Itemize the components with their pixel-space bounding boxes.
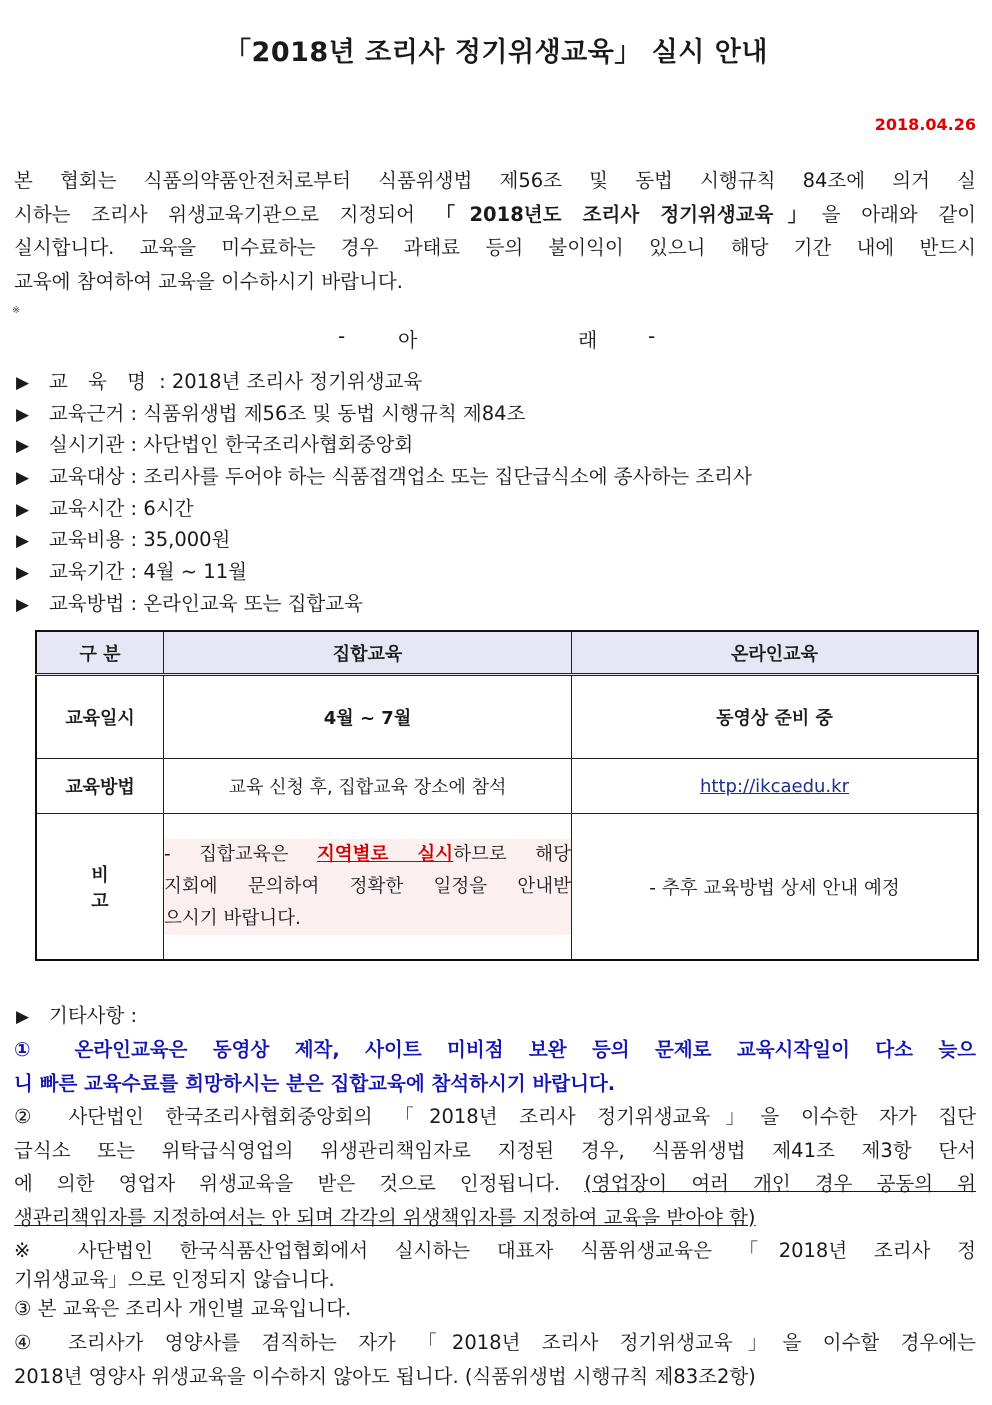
intro-line: 실시합니다. 교육을 미수료하는 경우 과태료 등의 불이익이 있으니 해당 기간 내에 반드시: [14, 236, 976, 259]
list-item: [16, 429, 752, 461]
list-item: [16, 398, 752, 430]
item-label: 교육대상: [49, 465, 125, 489]
group-cell: 4월 ~ 7월: [164, 675, 572, 759]
course-info-list: [16, 366, 752, 620]
right-triangle-bullet-icon: ▶: [16, 436, 30, 457]
item-colon: :: [124, 591, 144, 615]
note-highlight: 지역별로 실시: [316, 843, 454, 865]
list-item: [16, 556, 752, 588]
etc-heading-text: 기타사항 :: [49, 1004, 138, 1027]
note-line: [164, 839, 571, 871]
item-colon: :: [124, 465, 144, 489]
online-cell: 동영상 준비 중: [572, 675, 979, 759]
list-item: [16, 588, 752, 620]
intro-course-name: 「2018년도 조리사 정기위생교육」: [435, 202, 822, 226]
list-item: [16, 461, 752, 493]
item-label: 교육근거: [49, 401, 125, 425]
right-triangle-bullet-icon: ▶: [16, 468, 30, 489]
row-label: 비 고: [36, 814, 164, 961]
group-note-cell: [164, 814, 572, 961]
intro-line: 본 협회는 식품의약품안전처로부터 식품위생법 제56조 및 동법 시행규칙 84조에 의거 실: [14, 169, 976, 192]
item-colon: :: [124, 496, 144, 520]
etc-note-3: [14, 1292, 976, 1326]
right-triangle-bullet-icon: ▶: [16, 1007, 30, 1027]
separator-word: 래: [578, 328, 598, 352]
separator-dash: -: [338, 324, 346, 348]
group-cell: 교육 신청 후, 집합교육 장소에 참석: [164, 759, 572, 814]
note-line: ※ 사단법인 한국식품산업협회에서 실시하는 대표자 식품위생교육은 「2018년 조리사 정: [14, 1239, 976, 1262]
below-separator: [0, 320, 992, 354]
note-text: 하므로 해당: [453, 843, 571, 865]
item-value: 4월 ~ 11월: [143, 560, 247, 584]
item-label: 실시기관: [49, 433, 125, 457]
etc-note-2: [14, 1100, 976, 1234]
row-label: 교육일시: [36, 675, 164, 759]
item-label: 교육방법: [49, 591, 125, 615]
note-text: 에 의한 영업자 위생교육을 받은 것으로 인정됩니다.: [14, 1172, 585, 1195]
list-item: [16, 493, 752, 525]
right-triangle-bullet-icon: ▶: [16, 563, 30, 584]
item-label: 교육시간: [49, 496, 125, 520]
etc-heading: [16, 1000, 137, 1028]
issue-date: 2018.04.26: [874, 115, 976, 134]
table-row: [36, 759, 978, 814]
item-value: 온라인교육 또는 집합교육: [143, 591, 363, 615]
item-label: 교육기간: [49, 560, 125, 584]
list-item: [16, 524, 752, 556]
item-value: 2018년 조리사 정기위생교육: [171, 370, 423, 393]
intro-line: [14, 198, 976, 232]
right-triangle-bullet-icon: ▶: [16, 499, 30, 520]
column-header: 구 분: [36, 631, 164, 675]
right-triangle-bullet-icon: ▶: [16, 404, 30, 425]
note-line: [14, 1167, 976, 1201]
note-line: 급식소 또는 위탁급식영업의 위생관리책임자로 지정된 경우, 식품위생법 제41조 제3항 단서: [14, 1138, 976, 1162]
table-header-row: [36, 631, 978, 675]
note-underlined: (영업장이 여러 개인 경우 공동의 위: [584, 1172, 976, 1195]
item-colon: :: [124, 401, 144, 425]
item-colon: :: [124, 433, 144, 457]
intro-paragraph: [14, 164, 976, 298]
reference-mark: ※: [12, 305, 21, 316]
column-header: 온라인교육: [572, 631, 979, 675]
note-line: 으시기 바랍니다.: [164, 903, 571, 935]
item-label: 교 육 명: [49, 370, 153, 393]
note-line: 지회에 문의하여 정확한 일정을 안내받: [164, 871, 571, 903]
item-value: 6시간: [143, 496, 194, 520]
column-header: 집합교육: [164, 631, 572, 675]
note-line: 생관리책임자를 지정하여서는 안 되며 각각의 위생책임자를 지정하여 교육을 받아야 함): [14, 1205, 756, 1229]
separator-word: 아: [398, 328, 418, 352]
item-value: 사단법인 한국조리사협회중앙회: [143, 433, 414, 457]
item-label: 교육비용: [49, 528, 125, 552]
intro-text: 시하는 조리사 위생교육기관으로 지정되어: [14, 202, 436, 226]
intro-line: 교육에 참여하여 교육을 이수하시기 바랍니다.: [14, 269, 403, 293]
online-course-link[interactable]: http://ikcaedu.kr: [700, 775, 849, 797]
note-line: 니 빠른 교육수료를 희망하시는 분은 집합교육에 참석하시기 바랍니다.: [14, 1071, 616, 1095]
right-triangle-bullet-icon: ▶: [16, 373, 30, 393]
item-colon: :: [152, 370, 172, 393]
note-line: 기위생교육」으로 인정되지 않습니다.: [14, 1268, 335, 1291]
right-triangle-bullet-icon: ▶: [16, 531, 30, 552]
intro-text: 을 아래와 같이: [821, 202, 976, 226]
etc-note-4: [14, 1326, 976, 1393]
note-line: ④ 조리사가 영양사를 겸직하는 자가 「2018년 조리사 정기위생교육」을 이수할 경우에는: [14, 1331, 976, 1354]
item-value: 식품위생법 제56조 및 동법 시행규칙 제84조: [143, 401, 526, 425]
note-line: ③ 본 교육은 조리사 개인별 교육입니다.: [14, 1297, 352, 1320]
list-item: [16, 366, 752, 398]
item-colon: :: [124, 560, 144, 584]
note-line: ② 사단법인 한국조리사협회중앙회의 「2018년 조리사 정기위생교육」을 이수한 자가 집단: [14, 1105, 976, 1128]
item-value: 조리사를 두어야 하는 식품접객업소 또는 집단급식소에 종사하는 조리사: [143, 465, 752, 489]
right-triangle-bullet-icon: ▶: [16, 594, 30, 615]
document-title: 「2018년 조리사 정기위생교육」 실시 안내: [224, 37, 768, 68]
note-line: ① 온라인교육은 동영상 제작, 사이트 미비점 보완 등의 문제로 교육시작일이 다소 늦으: [14, 1038, 976, 1061]
table-row: [36, 675, 978, 759]
note-text: - 집합교육은: [164, 843, 317, 865]
separator-dash: -: [648, 324, 656, 348]
row-label: 교육방법: [36, 759, 164, 814]
online-cell: [572, 759, 979, 814]
item-colon: :: [124, 528, 144, 552]
table-row: [36, 814, 978, 961]
note-line: 2018년 영양사 위생교육을 이수하지 않아도 됩니다. (식품위생법 시행규칙 제83조2항): [14, 1364, 756, 1388]
etc-note-1: [14, 1033, 976, 1100]
etc-note-2-sub: [14, 1236, 976, 1294]
schedule-table: [35, 630, 979, 961]
item-value: 35,000원: [143, 528, 231, 552]
online-note-cell: - 추후 교육방법 상세 안내 예정: [572, 814, 979, 961]
